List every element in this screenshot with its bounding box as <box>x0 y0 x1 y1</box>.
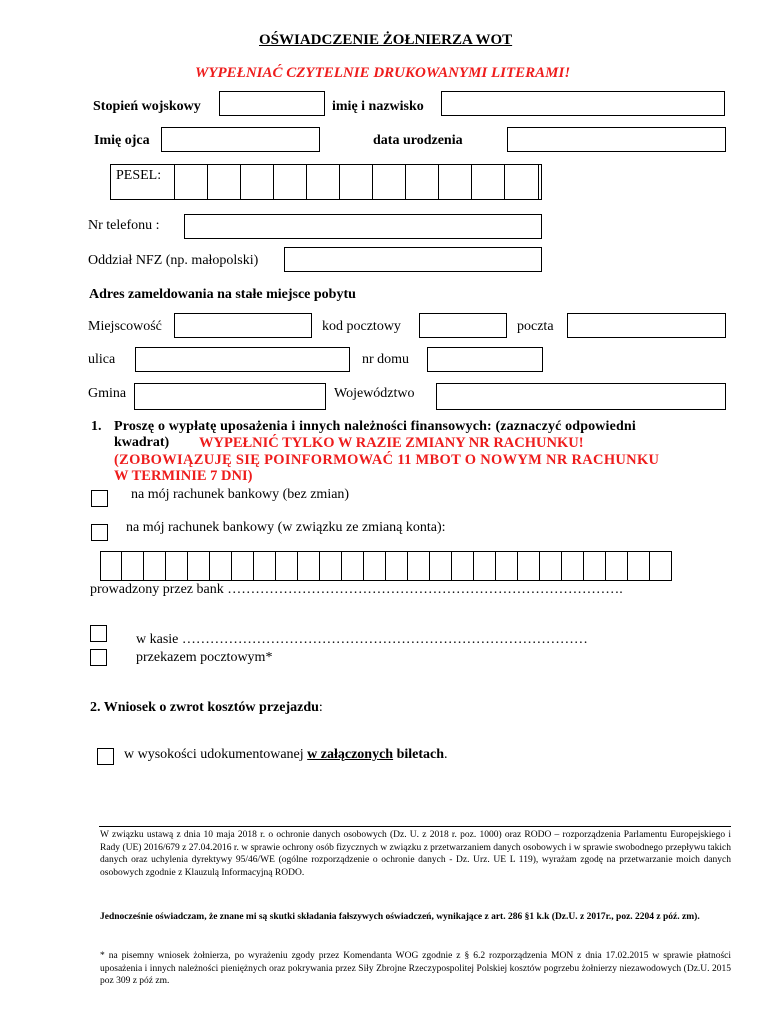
father-label: Imię ojca <box>94 133 150 148</box>
rodo-consent-text: W związku ustawą z dnia 10 maja 2018 r. o ochronie danych osobowych (Dz. U. z 2018 r. poz. 1000) oraz RODO – rozporządzenia Parlamentu Europejskiego i Rady (UE) 2016/679 z 27.04.2016 r. w sprawie ochrony osób fizycznych w związku z przetwarzaniem danych osobowych i w sprawie swobodnego przepływu takich danych oraz uchylenia dyrektywy 95/46/WE (ogólne rozporządzenie o ochronie danych - Dz. Urz. UE L 119), wyrażam zgodę na przetwarzanie moich danych osobowych zgodnie z Klauzulą Informacyjną RODO. <box>100 830 731 878</box>
option-same-account-checkbox[interactable] <box>91 490 108 507</box>
rank-label: Stopień wojskowy <box>93 99 201 114</box>
section1-obligation: (ZOBOWIĄZUJĘ SIĘ POINFORMOWAĆ 11 MBOT O NOWYM NR RACHUNKU <box>114 452 660 468</box>
option-travel-costs-checkbox[interactable] <box>97 748 114 765</box>
option-cash-checkbox[interactable] <box>90 625 107 642</box>
option-postal-order-label: przekazem pocztowym* <box>136 650 273 665</box>
father-field[interactable] <box>161 127 320 152</box>
post-office-field[interactable] <box>567 313 726 338</box>
option-cash-label: w kasie …………………………………………………………………………… <box>136 632 588 647</box>
travel-costs-period: . <box>444 747 448 762</box>
city-field[interactable] <box>174 313 312 338</box>
dob-field[interactable] <box>507 127 726 152</box>
section1-warning: WYPEŁNIĆ TYLKO W RAZIE ZMIANY NR RACHUNKU! <box>199 435 584 451</box>
street-label: ulica <box>88 352 116 367</box>
bank-name-line[interactable]: prowadzony przez bank …………………………………………………………………………. <box>90 582 623 597</box>
option-new-account-label: na mój rachunek bankowy (w związku ze zmianą konta): <box>126 520 446 535</box>
gmina-label: Gmina <box>88 386 127 401</box>
footnote-text: * na pisemny wniosek żołnierza, po wyrażeniu zgody przez Komendanta WOG zgodnie z § 6.2 rozporządzenia MON z dnia 17.02.2015 w sprawie płatności uposażenia i innych należności pieniężnych oraz pokrywania przez Siły Zbrojne Rzeczypospolitej Polskiej kosztów pogrzebu żołnierzy niezawodowych (Dz.U. 2015 poz 309 z póź zm. <box>100 951 731 986</box>
voivodeship-field[interactable] <box>436 383 726 410</box>
name-label: imię i nazwisko <box>332 99 424 114</box>
section1-text: Proszę o wypłatę uposażenia i innych należności finansowych: (zaznaczyć odpowiedni <box>114 419 636 434</box>
phone-label: Nr telefonu : <box>88 218 160 233</box>
gmina-field[interactable] <box>134 383 326 410</box>
section2-heading <box>90 700 323 716</box>
phone-field[interactable] <box>184 214 542 239</box>
address-heading: Adres zameldowania na stałe miejsce pobytu <box>89 287 356 302</box>
postal-code-field[interactable] <box>419 313 507 338</box>
travel-costs-tickets: biletach <box>393 747 445 762</box>
section2-title: 2. Wniosek o zwrot kosztów przejazdu <box>90 700 319 715</box>
nfz-field[interactable] <box>284 247 542 272</box>
instruction-text: WYPEŁNIAĆ CZYTELNIE DRUKOWANYMI LITERAMI! <box>195 65 571 81</box>
page-title: OŚWIADCZENIE ŻOŁNIERZA WOT <box>259 32 513 48</box>
nfz-label: Oddział NFZ (np. małopolski) <box>88 253 259 268</box>
option-travel-costs-label <box>124 747 448 763</box>
house-number-field[interactable] <box>427 347 543 372</box>
post-office-label: poczta <box>517 319 554 334</box>
pesel-digit-cells[interactable] <box>174 164 539 200</box>
option-same-account-label: na mój rachunek bankowy (bez zmian) <box>131 487 350 502</box>
city-label: Miejscowość <box>88 319 162 334</box>
pesel-label: PESEL: <box>116 168 162 183</box>
option-postal-order-checkbox[interactable] <box>90 649 107 666</box>
account-number-cells[interactable] <box>100 551 672 581</box>
postal-code-label: kod pocztowy <box>322 319 401 334</box>
dob-label: data urodzenia <box>373 133 463 148</box>
section1-deadline: W TERMINIE 7 DNI) <box>114 468 253 484</box>
travel-costs-attached: w załączonych <box>307 747 394 762</box>
footer-divider <box>99 826 731 827</box>
rank-field[interactable] <box>219 91 325 116</box>
section1-kwadrat: kwadrat) <box>114 435 170 450</box>
voivodeship-label: Województwo <box>334 386 415 401</box>
street-field[interactable] <box>135 347 350 372</box>
house-number-label: nr domu <box>362 352 410 367</box>
section2-colon: : <box>318 700 323 715</box>
section1-number: 1. <box>91 419 102 434</box>
name-field[interactable] <box>441 91 725 116</box>
option-new-account-checkbox[interactable] <box>91 524 108 541</box>
travel-costs-text: w wysokości udokumentowanej <box>124 747 308 762</box>
declaration-text: Jednocześnie oświadczam, że znane mi są skutki składania fałszywych oświadczeń, wynikające z art. 286 §1 k.k (Dz.U. z 2017r., poz. 2204 z póź. zm). <box>100 912 700 922</box>
